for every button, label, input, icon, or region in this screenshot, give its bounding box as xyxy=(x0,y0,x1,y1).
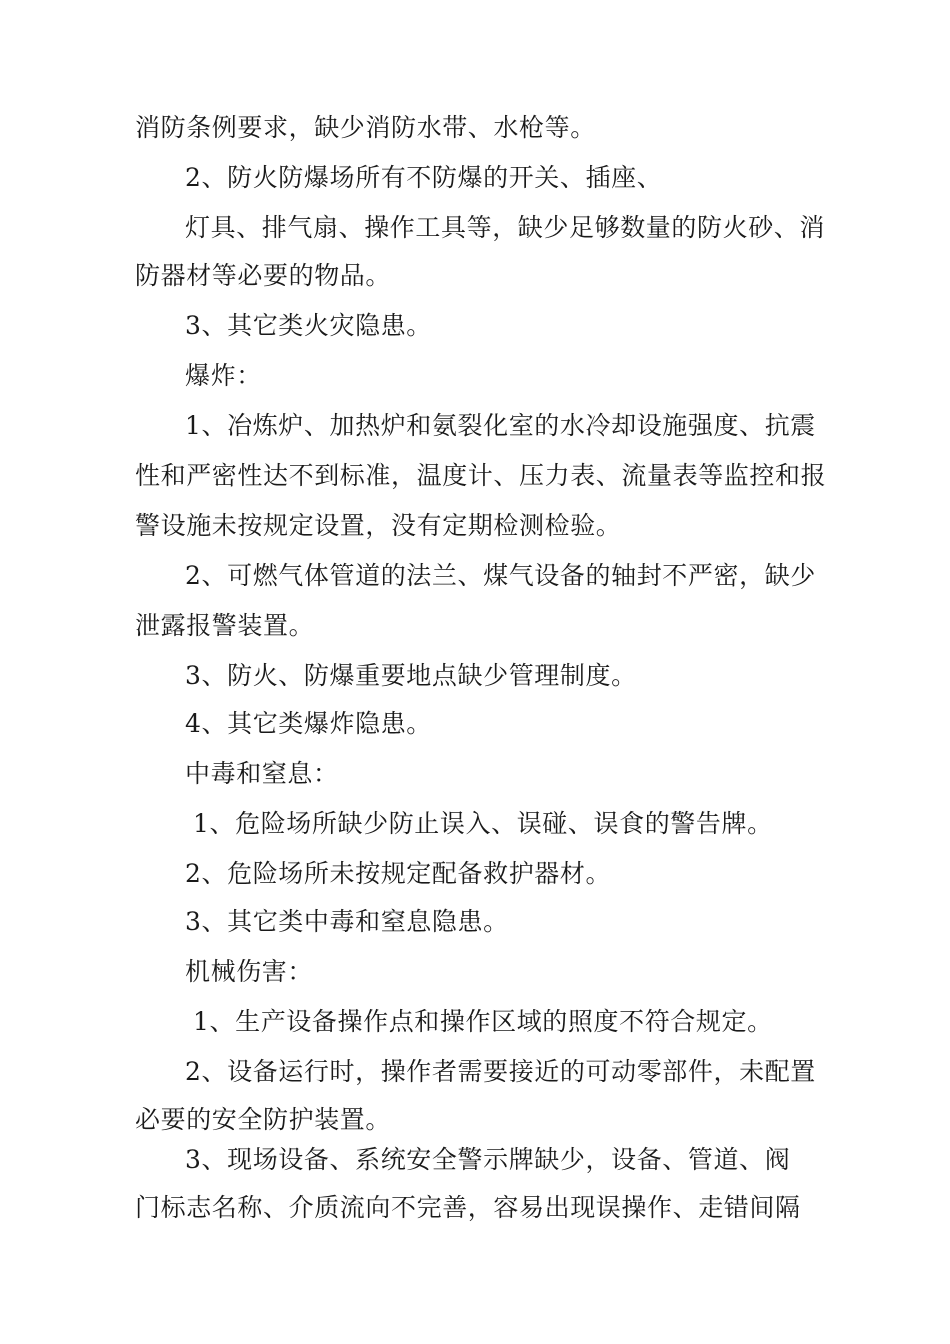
text-line: 性和严密性达不到标准，温度计、压力表、流量表等监控和报 xyxy=(135,461,827,490)
text-line: 1、生产设备操作点和操作区域的照度不符合规定。 xyxy=(193,1007,773,1036)
text-line: 3、其它类火灾隐患。 xyxy=(185,311,432,340)
section-heading: 机械伤害： xyxy=(185,957,314,986)
text-line: 2、可燃气体管道的法兰、煤气设备的轴封不严密，缺少 xyxy=(185,561,816,590)
text-line: 2、危险场所未按规定配备救护器材。 xyxy=(185,859,612,888)
text-line: 警设施未按规定设置，没有定期检测检验。 xyxy=(135,511,622,540)
text-line: 灯具、排气扇、操作工具等，缺少足够数量的防火砂、消 xyxy=(185,213,826,242)
section-heading: 中毒和窒息： xyxy=(185,759,339,788)
text-line: 1、冶炼炉、加热炉和氨裂化室的水冷却设施强度、抗震 xyxy=(185,411,816,440)
text-line: 泄露报警装置。 xyxy=(135,611,315,640)
text-line: 消防条例要求，缺少消防水带、水枪等。 xyxy=(135,113,596,142)
text-line: 1、危险场所缺少防止误入、误碰、误食的警告牌。 xyxy=(193,809,773,838)
text-line: 3、防火、防爆重要地点缺少管理制度。 xyxy=(185,661,637,690)
text-line: 4、其它类爆炸隐患。 xyxy=(185,709,432,738)
text-line: 防器材等必要的物品。 xyxy=(135,261,392,290)
text-line: 3、现场设备、系统安全警示牌缺少，设备、管道、阀 xyxy=(185,1145,791,1174)
text-line: 2、防火防爆场所有不防爆的开关、插座、 xyxy=(185,163,663,192)
text-line: 3、其它类中毒和窒息隐患。 xyxy=(185,907,509,936)
text-line: 门标志名称、介质流向不完善，容易出现误操作、走错间隔 xyxy=(135,1193,801,1222)
section-heading: 爆炸： xyxy=(185,361,262,390)
text-line: 2、设备运行时，操作者需要接近的可动零部件，未配置 xyxy=(185,1057,816,1086)
text-line: 必要的安全防护装置。 xyxy=(135,1105,392,1134)
